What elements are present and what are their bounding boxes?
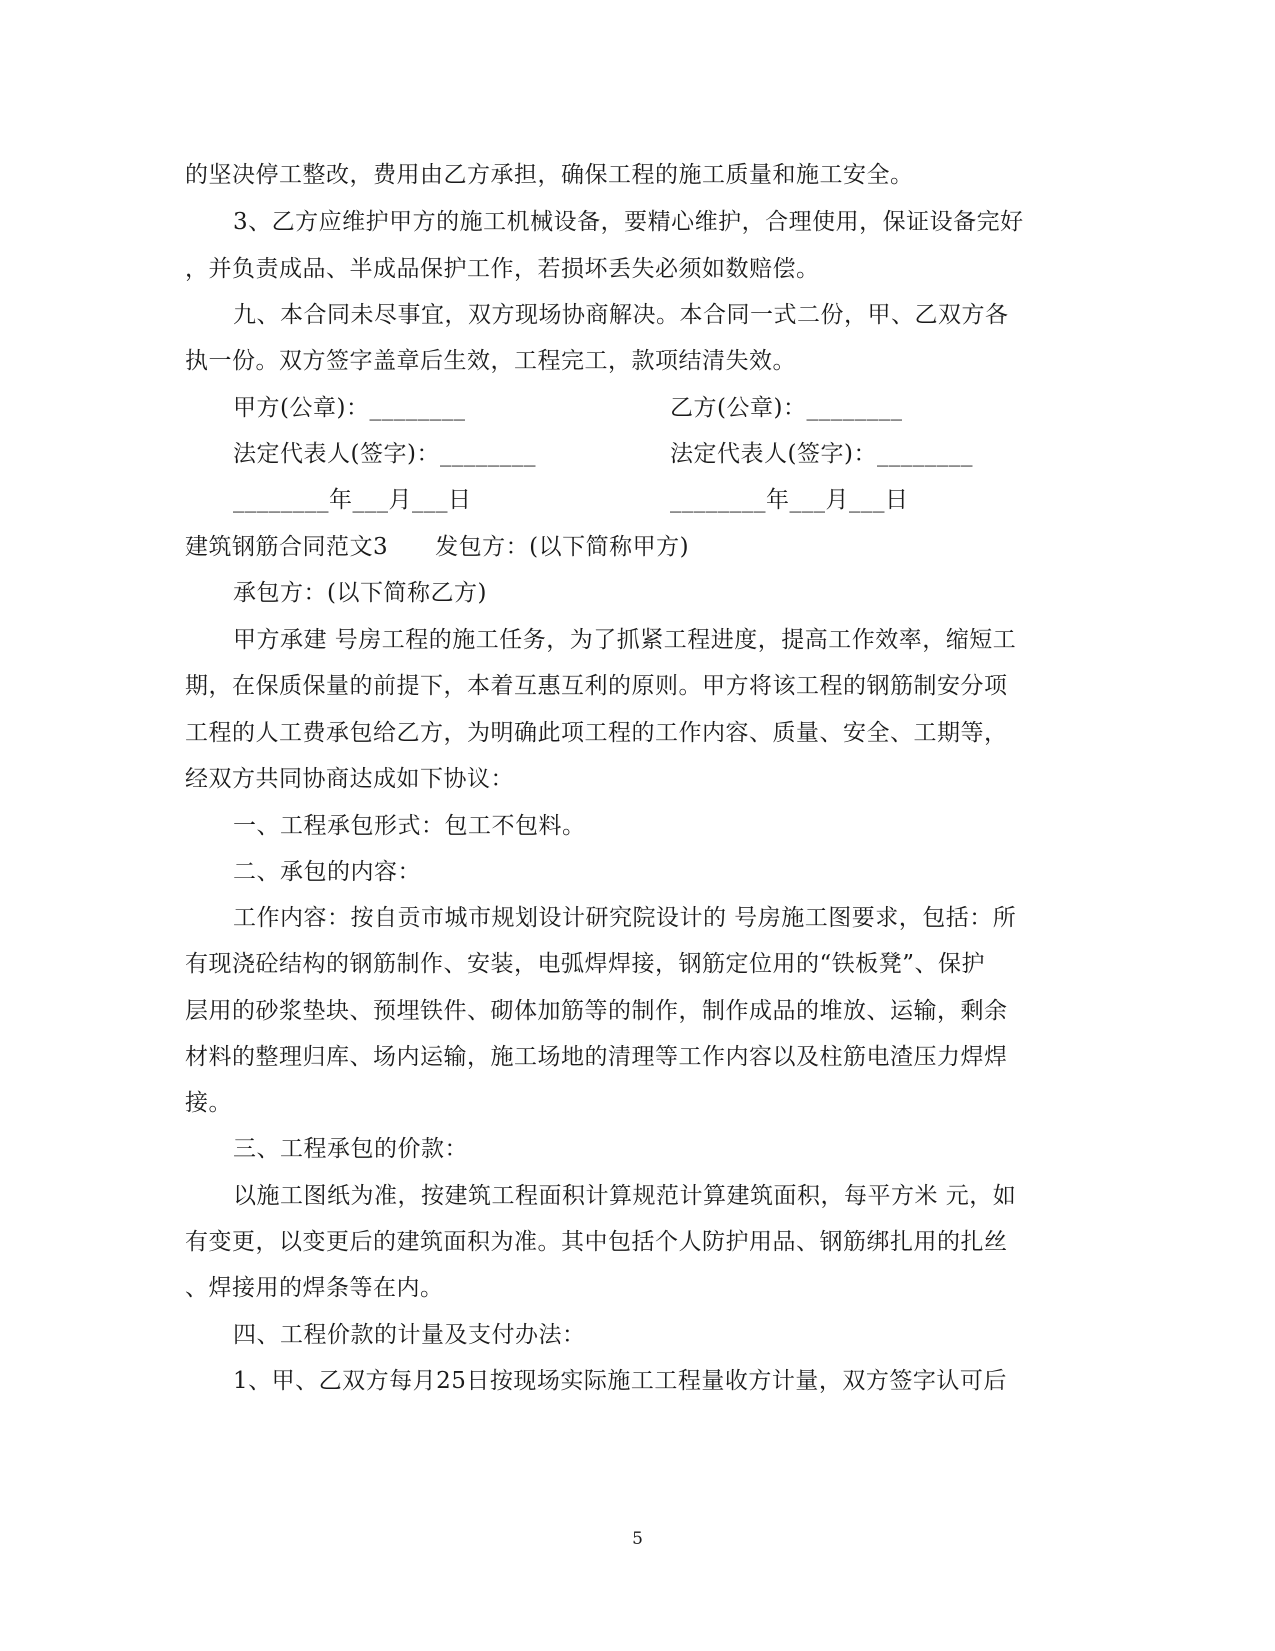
page-number: 5: [632, 1529, 643, 1549]
section-heading: 建筑钢筋合同范文3 发包方：(以下简称甲方): [185, 534, 690, 560]
paragraph-line: 四、工程价款的计量及支付办法：: [233, 1322, 586, 1348]
paragraph-line: 材料的整理归库、场内运输，施工场地的清理等工作内容以及柱筋电渣压力焊焊: [185, 1044, 1008, 1070]
paragraph-line: 工程的人工费承包给乙方，为明确此项工程的工作内容、质量、安全、工期等，: [185, 720, 1008, 746]
paragraph-line: 工作内容：按自贡市城市规划设计研究院设计的 号房施工图要求，包括：所: [233, 905, 1017, 931]
party-b-seal: 乙方(公章)：________: [670, 395, 903, 421]
paragraph-line: 的坚决停工整改，费用由乙方承担，确保工程的施工质量和施工安全。: [185, 162, 914, 188]
paragraph-line: 1、甲、乙双方每月25日按现场实际施工工程量收方计量，双方签字认可后: [233, 1368, 1007, 1394]
paragraph-line: 甲方承建 号房工程的施工任务，为了抓紧工程进度，提高工作效率，缩短工: [233, 627, 1017, 653]
party-b-date: ________年___月___日: [670, 487, 909, 513]
paragraph-line: 三、工程承包的价款：: [233, 1136, 468, 1162]
paragraph-line: 九、本合同未尽事宜，双方现场协商解决。本合同一式二份，甲、乙双方各: [233, 302, 1009, 328]
paragraph-line: 有现浇砼结构的钢筋制作、安装，电弧焊焊接，钢筋定位用的“铁板凳”、保护: [185, 951, 986, 977]
party-b-representative: 法定代表人(签字)：________: [670, 441, 973, 467]
paragraph-line: 经双方共同协商达成如下协议：: [185, 766, 514, 792]
paragraph-line: 层用的砂浆垫块、预埋铁件、砌体加筋等的制作，制作成品的堆放、运输，剩余: [185, 998, 1008, 1024]
paragraph-line: 有变更，以变更后的建筑面积为准。其中包括个人防护用品、钢筋绑扎用的扎丝: [185, 1229, 1008, 1255]
paragraph-line: ，并负责成品、半成品保护工作，若损坏丢失必须如数赔偿。: [185, 256, 820, 282]
paragraph-line: 3、乙方应维护甲方的施工机械设备，要精心维护，合理使用，保证设备完好: [233, 209, 1024, 235]
paragraph-line: 一、工程承包形式：包工不包料。: [233, 813, 586, 839]
paragraph-line: 二、承包的内容：: [233, 859, 421, 885]
party-a-representative: 法定代表人(签字)：________: [233, 441, 536, 467]
paragraph-line: 以施工图纸为准，按建筑工程面积计算规范计算建筑面积，每平方米 元，如: [233, 1183, 1017, 1209]
paragraph-line: 承包方：(以下简称乙方): [233, 580, 487, 606]
party-a-seal: 甲方(公章)：________: [233, 395, 466, 421]
paragraph-line: 执一份。双方签字盖章后生效，工程完工，款项结清失效。: [185, 348, 796, 374]
party-a-date: ________年___月___日: [233, 487, 472, 513]
paragraph-line: 、焊接用的焊条等在内。: [185, 1275, 444, 1301]
paragraph-line: 期，在保质保量的前提下，本着互惠互利的原则。甲方将该工程的钢筋制安分项: [185, 673, 1008, 699]
paragraph-line: 接。: [185, 1090, 232, 1116]
